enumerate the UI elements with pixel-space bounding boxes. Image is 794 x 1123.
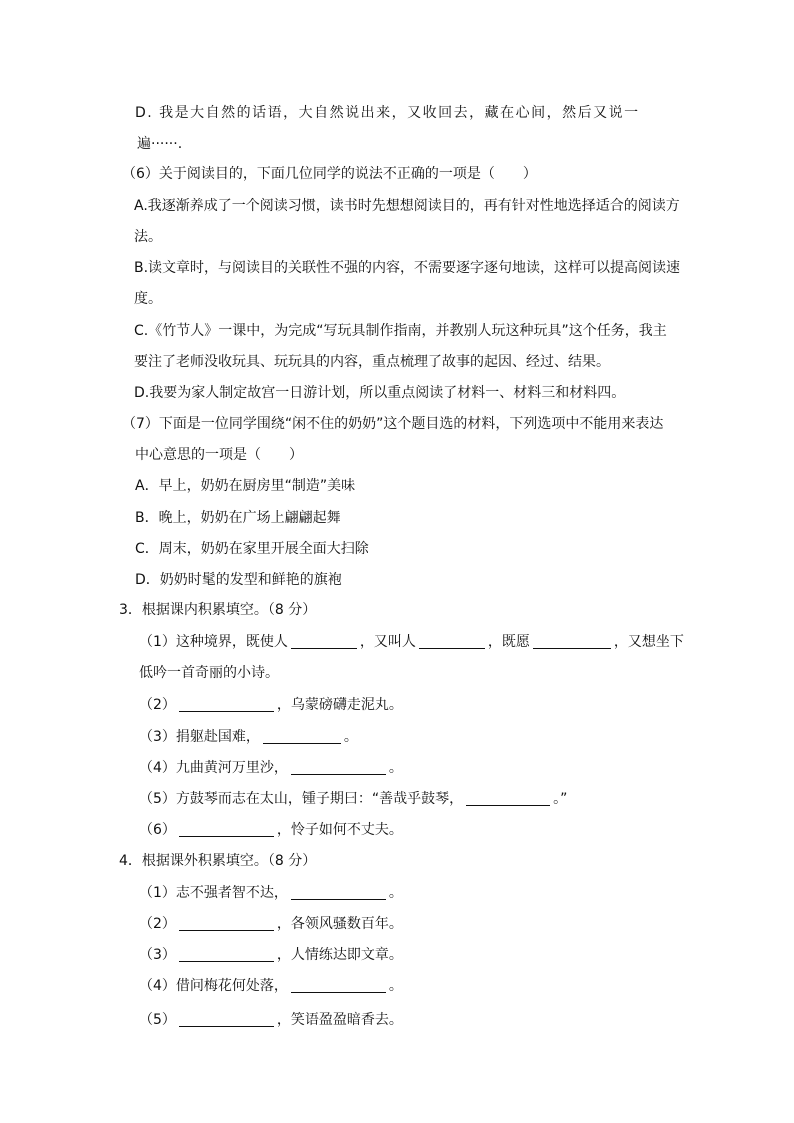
q4-item-2-text: ，各领风骚数百年。 — [276, 916, 403, 932]
fill-blank[interactable] — [291, 760, 386, 775]
q4-item-1-text: （1）志不强者智不达， — [139, 885, 288, 901]
q4-item-5-text: ，笑语盈盈暗香去。 — [276, 1012, 403, 1028]
q3-item-6-number: （6） — [139, 822, 176, 838]
q5-option-d-line1: D. 我是大自然的话语，大自然说出来，又收回去，藏在心间，然后又说一 — [135, 105, 640, 121]
q3-item-5-end: 。” — [553, 791, 568, 807]
q6-option-c-line1: C.《竹节人》一课中，为完成“写玩具制作指南，并教别人玩这种玩具”这个任务，我主 — [134, 323, 667, 339]
q4-item-3 — [139, 945, 403, 965]
fill-blank[interactable] — [179, 822, 274, 837]
q7-option-d: D．奶奶时髦的发型和鲜艳的旗袍 — [135, 572, 342, 588]
q3-item-1-text-b: ，又叫人 — [359, 634, 416, 650]
q7-option-c: C．周末，奶奶在家里开展全面大扫除 — [135, 541, 369, 557]
q3-item-6 — [139, 820, 403, 840]
q3-item-4-text: （4）九曲黄河万里沙， — [139, 760, 288, 776]
q4-item-1 — [139, 883, 403, 903]
fill-blank[interactable] — [179, 1012, 274, 1027]
q3-item-2-number: （2） — [139, 697, 176, 713]
fill-blank[interactable] — [263, 729, 341, 744]
fill-blank[interactable] — [179, 697, 274, 712]
q7-option-b: B．晚上，奶奶在广场上翩翩起舞 — [135, 510, 341, 526]
fill-blank[interactable] — [533, 634, 611, 649]
fill-blank[interactable] — [291, 634, 357, 649]
fill-blank[interactable] — [291, 978, 386, 993]
q7-stem-line1: （7）下面是一位同学围绕“闲不住的奶奶”这个题目选的材料，下列选项中不能用来表达 — [122, 416, 664, 432]
q4-item-3-number: （3） — [139, 947, 176, 963]
fill-blank[interactable] — [179, 916, 274, 931]
q4-item-4-text: （4）借问梅花何处落， — [139, 978, 288, 994]
fill-blank[interactable] — [419, 634, 485, 649]
q3-item-5-text: （5）方鼓琴而志在太山，锺子期曰：“善哉乎鼓琴， — [139, 791, 464, 807]
q6-option-b-line1: B.读文章时，与阅读目的关联性不强的内容，不需要逐字逐句地读，这样可以提高阅读速 — [134, 260, 681, 276]
q3-item-2 — [139, 695, 403, 715]
q4-item-2 — [139, 914, 403, 934]
q4-item-5-number: （5） — [139, 1012, 176, 1028]
q3-item-1-text-d: ，又想坐下 — [613, 634, 684, 650]
q3-item-3-end: 。 — [343, 729, 358, 745]
q4-item-2-number: （2） — [139, 916, 176, 932]
q3-title: 3．根据课内积累填空。（8 分） — [119, 602, 317, 618]
q6-stem: （6）关于阅读目的，下面几位同学的说法不正确的一项是（ ） — [122, 166, 537, 182]
q3-item-1-line1 — [139, 632, 684, 652]
q4-item-1-end: 。 — [388, 885, 403, 901]
q6-option-d: D.我要为家人制定故宫一日游计划，所以重点阅读了材料一、材料三和材料四。 — [134, 385, 626, 401]
q4-item-4-end: 。 — [388, 978, 403, 994]
q3-item-2-text: ，乌蒙磅礴走泥丸。 — [276, 697, 403, 713]
q6-option-a-line2: 法。 — [134, 229, 162, 245]
q6-option-a-line1: A.我逐渐养成了一个阅读习惯，读书时先想想阅读目的，再有针对性地选择适合的阅读方 — [134, 198, 680, 214]
q6-option-c-line2: 要注了老师没收玩具、玩玩具的内容，重点梳理了故事的起因、经过、结果。 — [134, 354, 610, 370]
q5-option-d-line2: 遍······. — [137, 136, 183, 152]
q3-item-1-line2: 低吟一首奇丽的小诗。 — [139, 665, 279, 681]
q3-item-4 — [139, 758, 403, 778]
q3-item-4-end: 。 — [388, 760, 403, 776]
q3-item-3-text: （3）捐躯赴国难， — [139, 729, 260, 745]
fill-blank[interactable] — [179, 947, 274, 962]
q3-item-1-text-a: （1）这种境界，既使人 — [139, 634, 288, 650]
q4-item-3-text: ，人情练达即文章。 — [276, 947, 403, 963]
q4-item-5 — [139, 1010, 403, 1030]
q6-option-b-line2: 度。 — [134, 291, 162, 307]
q7-stem-line2: 中心意思的一项是（ ） — [135, 447, 303, 463]
q3-item-3 — [139, 727, 358, 747]
q3-item-1-text-c: ，既愿 — [487, 634, 530, 650]
q4-item-4 — [139, 976, 403, 996]
q7-option-a: A．早上，奶奶在厨房里“制造”美味 — [135, 478, 356, 494]
q3-item-6-text: ，怜子如何不丈夫。 — [276, 822, 403, 838]
q3-item-5 — [139, 789, 567, 809]
fill-blank[interactable] — [291, 885, 386, 900]
fill-blank[interactable] — [466, 791, 550, 806]
q4-title: 4．根据课外积累填空。（8 分） — [119, 853, 317, 869]
